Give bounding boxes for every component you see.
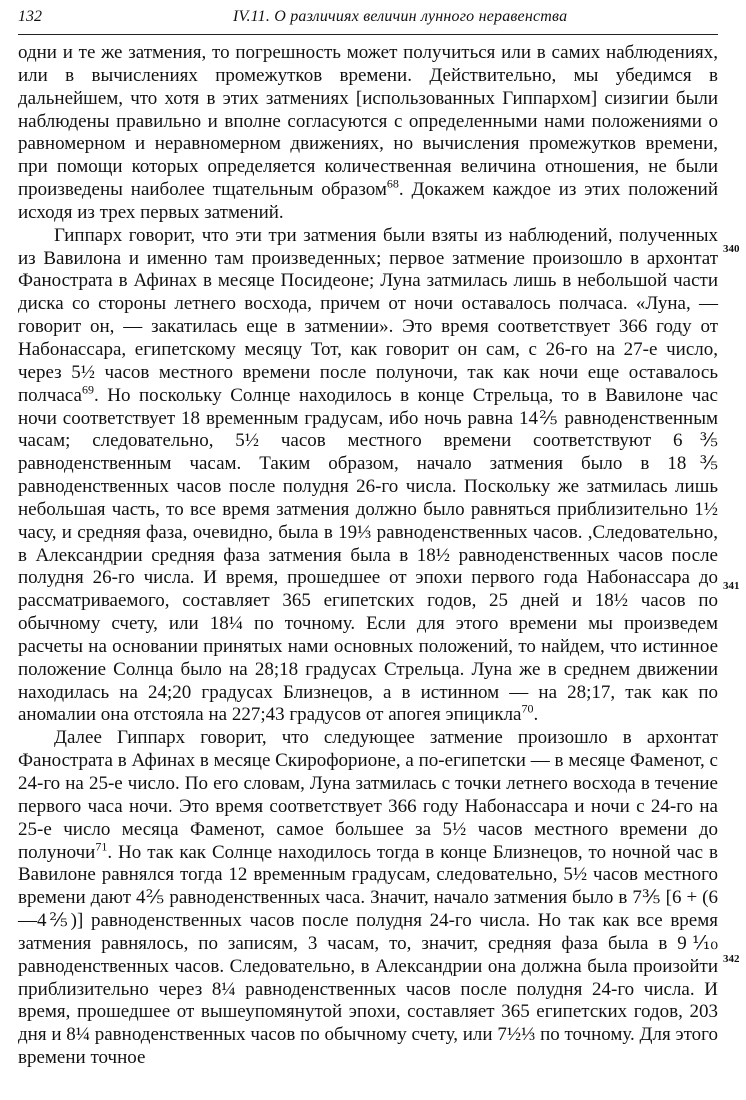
footnote-ref: 70 [521, 702, 534, 717]
running-title: IV.11. О различиях величин лунного неравенства [233, 8, 568, 25]
text-run: Далее Гиппарх говорит, что следующее затмение произошло в архонтат Фанострата в Афинах в месяце Скирофорионе, а по-египетски — в месяце Фаменот, с 24-го на 25-е число. По его словам, Луна затмилась с точки летнего восхода в течение первого часа ночи. Это время соответствует 366 году Набонассара и ночи с 24-го на 25-е число месяца Фаменот, самое большее за 5½ часов местного времени до полуночи [18, 727, 718, 863]
margin-page-number: 341 [723, 580, 740, 592]
footnote-ref: 71 [95, 839, 108, 854]
text-run: . [533, 704, 539, 726]
margin-page-number: 340 [723, 243, 740, 255]
footnote-ref: 68 [386, 176, 399, 191]
paragraph [18, 727, 718, 1070]
body-text [18, 42, 718, 1070]
page-number: 132 [18, 8, 42, 25]
margin-page-number: 342 [723, 953, 740, 965]
header-rule [18, 34, 718, 35]
text-run: . Но поскольку Солнце находилось в конце Стрельца, то в Вавилоне час ночи соответствует 18 временным градусам, ибо ночь равна 14⅖ равноденственным часам; следовательно, 5½ часов местного времени соответствуют 6⅗ равноденственным часам. Таким образом, начало затмения было в 18⅗ равноденственных часов после полудня 26-го числа. Поскольку же затмилась лишь небольшая часть, то все время затмения должно было равняться приблизительно 1½ часу, и средняя фаза, очевидно, была в 19⅓ равноденственных часов. ,Следовательно, в Александрии средняя фаза затмения была в 18½ равноденственных часов после полудня 26-го числа. И время, прошедшее от эпохи первого года Набонассара до рассматриваемого, составляет 365 египетских годов, 25 дней и 18½ часов по обычному счету, или 18¼ по точному. Если для этого времени мы произведем расчеты на основании принятых нами основных положений, то найдем, что истинное положение Солнца было на 28;18 градусах Стрельца. Луна же в среднем движении находилась на 24;20 градусах Близнецов, а в истинном — на 28;17, так как по аномалии она отстояла на 227;43 градусов от апогея эпицикла [18, 384, 718, 726]
running-header [18, 4, 718, 34]
footnote-ref: 69 [82, 382, 94, 397]
text-run: . Но так как Солнце находилось тогда в конце Близнецов, то ночной час в Вавилоне равнялся тогда 12 временным градусам, следовательно, 5½ часов местного времени дают 4⅖ равноденственных часа. Значит, начало затмения было в 7⅗ [6 + (6—4⅖)] равноденственных часов после полудня 24-го числа. Но так как все время затмения равнялось, по записям, 3 часам, то, значит, средняя фаза была в 9⅒ равноденственных часов. Следовательно, в Александрии она должна была произойти приблизительно через 8¼ равноденственных часов после полудня 24-го числа. И время, прошедшее от вышеупомянутой эпохи, составляет 365 египетских годов, 203 дня и 8¼ равноденственных часов по обычному счету, или 7½⅓ по точному. Для этого времени точное [18, 841, 718, 1069]
text-run: Гиппарх говорит, что эти три затмения были взяты из наблюдений, полученных из Вавилона и именно там произведенных; первое затмение произошло в архонтат Фаностратa в Афинах в месяце Посидеоне; Луна затмилась лишь в небольшой части диска со стороны летнего восхода, причем от ночи оставалось полчаса. «Луна, — говорит он, — закатилась еще в затмении». Это время соответствует 366 году от Набонассара, египетскому месяцу Тот, как говорит он сам, с 26-го на 27-е число, через 5½ часов местного времени после полуночи, так как ночи еще оставалось полчаса [18, 224, 718, 406]
text-run: одни и те же затмения, то погрешность может получиться или в самих наблюдениях, или в вычислениях промежутков времени. Действительно, мы убедимся в дальнейшем, что хотя в этих затмениях [использованных Гиппархом] сизигии были наблюдены правильно и вполне согласуются с определенными нами положениями о равномерном и неравномерном движениях, но вычисления промежутков времени, при помощи которых определяется количественная величина отношения, не были произведены наиболее тщательным образом [18, 42, 718, 201]
paragraph [18, 225, 718, 728]
text-run: . Докажем каждое из этих положений исходя из трех первых затмений. [18, 179, 718, 223]
paragraph [18, 42, 718, 225]
